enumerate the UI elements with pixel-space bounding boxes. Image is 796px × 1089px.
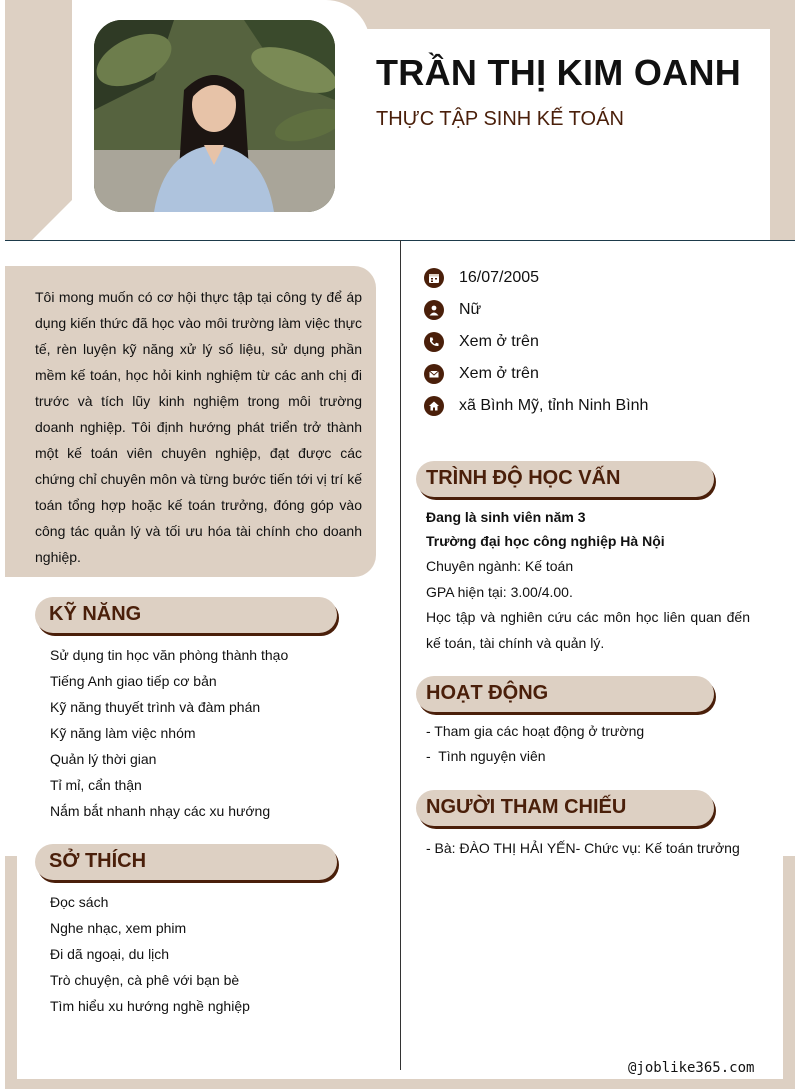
list-item: Quản lý thời gian xyxy=(50,751,157,767)
list-item: Kỹ năng thuyết trình và đàm phán xyxy=(50,699,261,715)
left-border-band xyxy=(5,856,17,1089)
list-item: Trò chuyện, cà phê với bạn bè xyxy=(50,972,240,988)
gender-text: Nữ xyxy=(459,301,482,318)
calendar-icon xyxy=(424,268,444,288)
activities-heading xyxy=(416,676,714,712)
activities-list xyxy=(426,719,644,769)
objective-box xyxy=(5,266,376,577)
list-item: - Tình nguyện viên xyxy=(426,748,546,764)
person-icon xyxy=(424,300,444,320)
skills-heading xyxy=(35,597,337,633)
profile-photo xyxy=(94,20,335,212)
home-icon xyxy=(424,396,444,416)
contact-gender xyxy=(424,298,481,322)
list-item: - Tham gia các hoạt động ở trường xyxy=(426,723,645,739)
birthdate-text: 16/07/2005 xyxy=(459,269,540,286)
skills-heading-label: KỸ NĂNG xyxy=(49,603,142,625)
column-divider xyxy=(400,240,401,1070)
activities-heading-label: HOẠT ĐỘNG xyxy=(426,682,549,704)
job-title: THỰC TẬP SINH KẾ TOÁN xyxy=(376,108,624,130)
list-item: Kỹ năng làm việc nhóm xyxy=(50,725,196,741)
education-gpa: GPA hiện tại: 3.00/4.00. xyxy=(426,584,573,600)
career-objective: Tôi mong muốn có cơ hội thực tập tại công ty để áp dụng kiến thức đã học vào môi trường làm việc thực tế, rèn luyện kỹ năng xử lý số liệu, sử dụng phần mềm kế toán, học hỏi kinh nghiệm từ các anh chị đi trước và tích lũy kinh nghiệm trong môi trường doanh nghiệp. Tôi định hướng phát triển trở thành một kế toán viên chuyên nghiệp, đạt được các chứng chỉ chuyên môn và từng bước tiến tới vị trí kế toán tổng hợp hoặc kế toán trưởng, đóng góp vào công tác quản lý và tối ưu hóa tài chính cho doanh nghiệp. xyxy=(35,289,362,565)
bottom-border-band xyxy=(5,1079,795,1089)
phone-icon xyxy=(424,332,444,352)
hobbies-list xyxy=(50,889,250,1019)
references-heading-label: NGƯỜI THAM CHIẾU xyxy=(426,796,627,818)
list-item: Tỉ mỉ, cẩn thận xyxy=(50,777,142,793)
list-item: Tiếng Anh giao tiếp cơ bản xyxy=(50,673,217,689)
list-item: Nắm bắt nhanh nhạy các xu hướng xyxy=(50,803,271,819)
contact-phone xyxy=(424,330,539,354)
phone-text: Xem ở trên xyxy=(459,333,539,350)
skills-list xyxy=(50,642,288,824)
mail-icon xyxy=(424,364,444,384)
education-status: Đang là sinh viên năm 3 xyxy=(426,509,586,525)
list-item: Nghe nhạc, xem phim xyxy=(50,920,187,936)
list-item: Sử dụng tin học văn phòng thành thạo xyxy=(50,647,289,663)
list-item: Đọc sách xyxy=(50,894,109,910)
contact-email xyxy=(424,362,539,386)
email-text: Xem ở trên xyxy=(459,365,539,382)
list-item: Tìm hiểu xu hướng nghề nghiệp xyxy=(50,998,250,1014)
right-border-band xyxy=(783,856,795,1089)
contact-address xyxy=(424,394,648,418)
address-text: xã Bình Mỹ, tỉnh Ninh Bình xyxy=(459,397,649,414)
candidate-name: TRẦN THỊ KIM OANH xyxy=(376,52,742,93)
education-details xyxy=(426,505,665,605)
list-item: - Bà: ĐÀO THỊ HẢI YẾN- Chức vụ: Kế toán trưởng xyxy=(426,840,740,856)
hobbies-heading-label: SỞ THÍCH xyxy=(49,850,147,872)
list-item: Đi dã ngoại, du lịch xyxy=(50,946,170,962)
watermark: @joblike365.com xyxy=(628,1060,755,1076)
references-heading xyxy=(416,790,714,826)
education-major: Chuyên ngành: Kế toán xyxy=(426,558,574,574)
education-heading-label: TRÌNH ĐỘ HỌC VẤN xyxy=(426,467,621,489)
references-list xyxy=(426,835,740,861)
education-heading xyxy=(416,461,714,497)
contact-birthdate xyxy=(424,266,539,290)
hobbies-heading xyxy=(35,844,337,880)
education-description: Học tập và nghiên cứu các môn học liên quan đến kế toán, tài chính và quản lý. xyxy=(426,609,750,651)
education-school: Trường đại học công nghiệp Hà Nội xyxy=(426,533,665,549)
